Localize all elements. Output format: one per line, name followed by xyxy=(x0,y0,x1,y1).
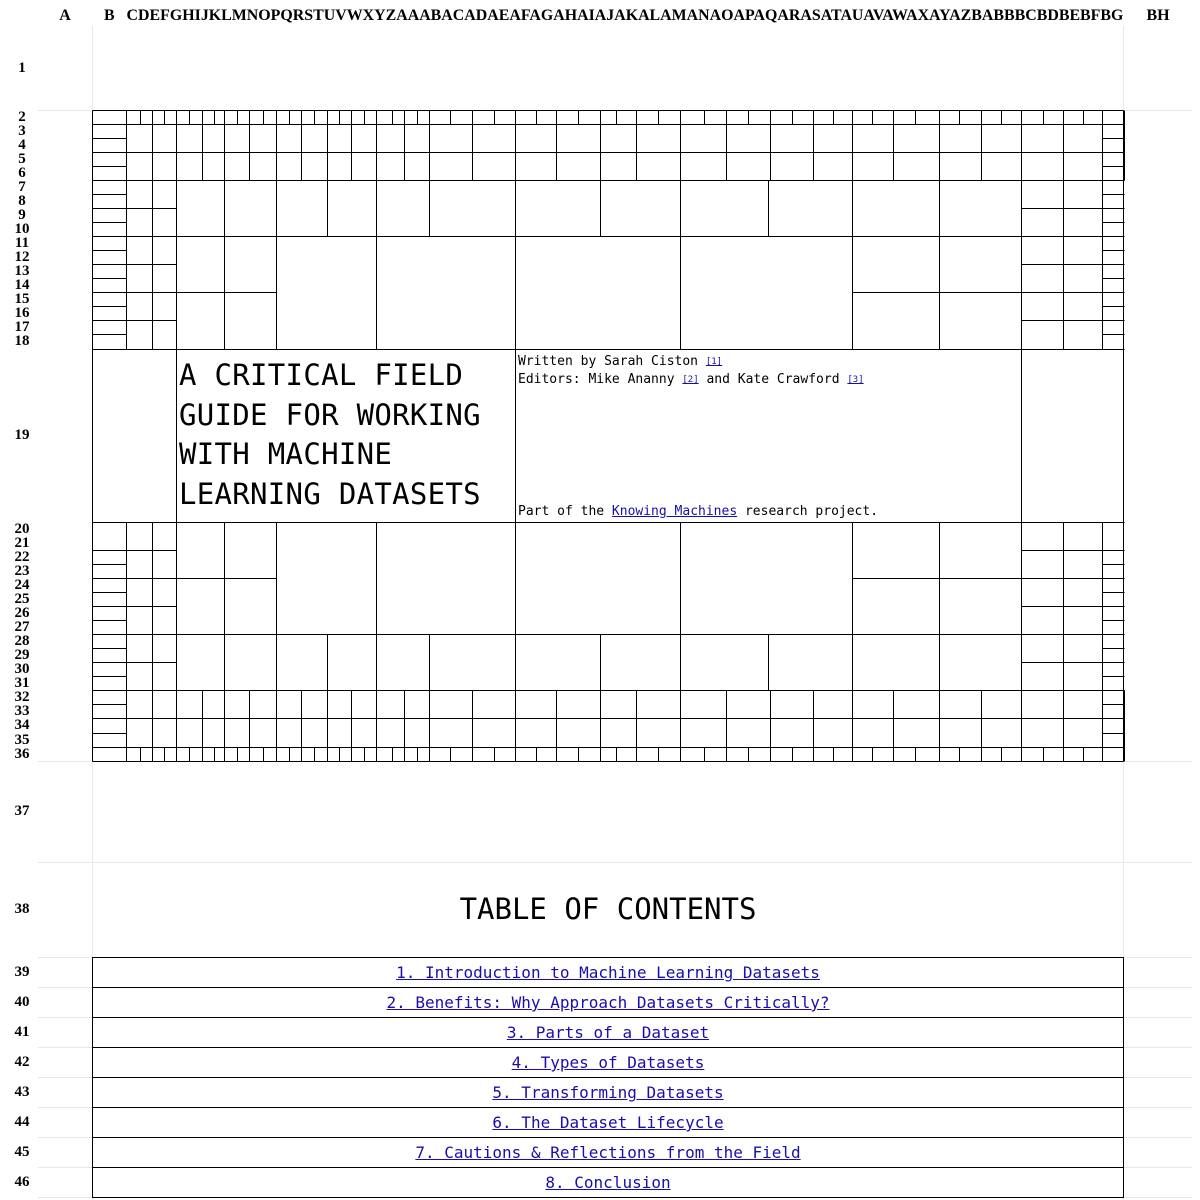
column-header-as[interactable]: AS xyxy=(800,7,821,24)
column-header-s[interactable]: S xyxy=(304,7,314,24)
row-header-6[interactable]: 6 xyxy=(18,165,26,181)
row-header-46[interactable]: 46 xyxy=(14,1174,30,1190)
column-header-af[interactable]: AF xyxy=(509,7,530,24)
column-header-l[interactable]: L xyxy=(221,7,232,24)
toc-row xyxy=(92,987,1124,1018)
editors-and-text: and Kate Crawford xyxy=(698,372,848,387)
row-header-10[interactable]: 10 xyxy=(14,221,30,237)
column-header-d[interactable]: D xyxy=(138,7,150,24)
column-header-ad[interactable]: AD xyxy=(464,7,488,24)
column-header-am[interactable]: AM xyxy=(660,7,687,24)
project-line xyxy=(518,503,878,520)
column-header-u[interactable]: U xyxy=(323,7,336,24)
column-header-at[interactable]: AT xyxy=(820,7,841,24)
column-header-bd[interactable]: BD xyxy=(1036,7,1059,24)
toc-link-7[interactable]: 7. Cautions & Reflections from the Field xyxy=(415,1143,801,1162)
row-header-41[interactable]: 41 xyxy=(14,1024,30,1040)
row-header-24[interactable]: 24 xyxy=(14,577,30,593)
column-header-w[interactable]: W xyxy=(346,7,363,24)
column-header-ae[interactable]: AE xyxy=(487,7,510,24)
row-header-33[interactable]: 33 xyxy=(14,703,30,719)
toc-row xyxy=(92,1017,1124,1048)
editors-line xyxy=(518,371,1021,389)
row-header-4[interactable]: 4 xyxy=(18,137,26,153)
column-header-ai[interactable]: AI xyxy=(577,7,595,24)
row-header-45[interactable]: 45 xyxy=(14,1144,30,1160)
column-header-ba[interactable]: BA xyxy=(971,7,994,24)
column-header-be[interactable]: BE xyxy=(1058,7,1081,24)
row-header-31[interactable]: 31 xyxy=(14,675,30,691)
row-header-26[interactable]: 26 xyxy=(14,605,30,621)
column-header-bc[interactable]: BC xyxy=(1014,7,1037,24)
row-header-35[interactable]: 35 xyxy=(14,732,30,748)
credits-cell xyxy=(516,350,1021,522)
row-header-20[interactable]: 20 xyxy=(14,521,30,537)
column-header-ab[interactable]: AB xyxy=(419,7,442,24)
column-header-ak[interactable]: AK xyxy=(614,7,639,24)
column-header-ax[interactable]: AX xyxy=(906,7,930,24)
column-header-c[interactable]: C xyxy=(126,7,139,24)
author-line xyxy=(518,353,1021,371)
row-header-8[interactable]: 8 xyxy=(18,193,26,209)
row-header-19[interactable]: 19 xyxy=(14,427,30,443)
column-header-t[interactable]: T xyxy=(313,7,324,24)
author-text: Written by Sarah Ciston xyxy=(518,354,706,369)
column-header-ao[interactable]: AO xyxy=(709,7,734,24)
row-header-25[interactable]: 25 xyxy=(14,591,30,607)
column-header-bb[interactable]: BB xyxy=(993,7,1015,24)
row-header-39[interactable]: 39 xyxy=(14,964,30,980)
column-header-aj[interactable]: AJ xyxy=(594,7,615,24)
column-header-o[interactable]: O xyxy=(258,7,271,24)
column-header-y[interactable]: Y xyxy=(374,7,386,24)
toc-link-2[interactable]: 2. Benefits: Why Approach Datasets Critically? xyxy=(386,993,830,1012)
column-header-p[interactable]: P xyxy=(270,7,281,24)
row-header-18[interactable]: 18 xyxy=(14,333,30,349)
row-header-7[interactable]: 7 xyxy=(18,179,26,195)
toc-link-5[interactable]: 5. Transforming Datasets xyxy=(492,1083,724,1102)
row-header-17[interactable]: 17 xyxy=(14,319,30,335)
column-header-ay[interactable]: AY xyxy=(929,7,950,24)
row-header-43[interactable]: 43 xyxy=(14,1084,30,1100)
column-header-j[interactable]: J xyxy=(200,7,209,24)
column-header-az[interactable]: AZ xyxy=(949,7,972,24)
column-header-ac[interactable]: AC xyxy=(441,7,465,24)
row-header-23[interactable]: 23 xyxy=(14,563,30,579)
toc-row xyxy=(92,957,1124,988)
column-header-bf[interactable]: BF xyxy=(1080,7,1101,24)
column-header-a[interactable]: A xyxy=(59,7,71,24)
column-header-g[interactable]: G xyxy=(169,7,183,24)
editors-text: Editors: Mike Ananny xyxy=(518,372,683,387)
column-header-r[interactable]: R xyxy=(292,7,305,24)
column-header-bh[interactable]: BH xyxy=(1146,7,1170,24)
toc-row xyxy=(92,1047,1124,1078)
column-header-al[interactable]: AL xyxy=(638,7,661,24)
column-header-z[interactable]: Z xyxy=(385,7,397,24)
toc-link-3[interactable]: 3. Parts of a Dataset xyxy=(506,1023,710,1042)
row-header-44[interactable]: 44 xyxy=(14,1114,30,1130)
toc-heading: TABLE OF CONTENTS xyxy=(459,892,757,926)
row-header-29[interactable]: 29 xyxy=(14,647,30,663)
row-header-42[interactable]: 42 xyxy=(14,1054,30,1070)
column-header-x[interactable]: X xyxy=(362,7,375,24)
column-header-h[interactable]: H xyxy=(182,7,195,24)
row-header-32[interactable]: 32 xyxy=(14,689,30,705)
row-header-5[interactable]: 5 xyxy=(18,151,26,167)
column-header-ag[interactable]: AG xyxy=(529,7,554,24)
project-prefix: Part of the xyxy=(518,504,612,519)
row-header-11[interactable]: 11 xyxy=(14,235,30,251)
project-suffix: research project. xyxy=(737,504,879,519)
column-header-b[interactable]: B xyxy=(104,7,115,24)
column-header-i[interactable]: I xyxy=(194,7,201,24)
toc-row xyxy=(92,1137,1124,1168)
column-header-an[interactable]: AN xyxy=(686,7,710,24)
column-header-m[interactable]: M xyxy=(231,7,247,24)
row-header-12[interactable]: 12 xyxy=(14,249,30,265)
column-header-au[interactable]: AU xyxy=(840,7,864,24)
column-header-k[interactable]: K xyxy=(208,7,222,24)
column-header-e[interactable]: E xyxy=(149,7,161,24)
row-header-21[interactable]: 21 xyxy=(14,535,30,551)
row-header-38[interactable]: 38 xyxy=(14,901,30,917)
row-header-40[interactable]: 40 xyxy=(14,994,30,1010)
row-header-14[interactable]: 14 xyxy=(14,277,30,293)
toc-row xyxy=(92,1107,1124,1138)
row-header-36[interactable]: 36 xyxy=(14,746,30,762)
row-header-16[interactable]: 16 xyxy=(14,305,30,321)
guide-title: A CRITICAL FIELD GUIDE FOR WORKING WITH MACHINE LEARNING DATASETS xyxy=(179,358,481,511)
toc-link-4[interactable]: 4. Types of Datasets xyxy=(511,1053,705,1072)
toc-row xyxy=(92,1167,1124,1198)
toc-link-6[interactable]: 6. The Dataset Lifecycle xyxy=(492,1113,724,1132)
column-header-n[interactable]: N xyxy=(246,7,259,24)
column-header-q[interactable]: Q xyxy=(280,7,293,24)
knowing-machines-link[interactable]: Knowing Machines xyxy=(611,504,738,519)
toc-link-1[interactable]: 1. Introduction to Machine Learning Datasets xyxy=(396,963,820,982)
row-header-1[interactable]: 1 xyxy=(18,60,26,76)
column-header-ar[interactable]: AR xyxy=(777,7,801,24)
column-header-v[interactable]: V xyxy=(335,7,347,24)
column-header-ah[interactable]: AH xyxy=(553,7,578,24)
column-header-aa[interactable]: AA xyxy=(396,7,420,24)
column-header-ap[interactable]: AP xyxy=(733,7,754,24)
footnote-2-link[interactable]: [2] xyxy=(682,375,699,385)
row-header-30[interactable]: 30 xyxy=(14,661,30,677)
column-header-aw[interactable]: AW xyxy=(882,7,907,24)
row-header-34[interactable]: 34 xyxy=(14,717,30,733)
column-header-av[interactable]: AV xyxy=(863,7,883,24)
row-header-9[interactable]: 9 xyxy=(18,207,26,223)
row-header-2[interactable]: 2 xyxy=(18,109,26,125)
footnote-3-link[interactable]: [3] xyxy=(847,375,864,385)
toc-link-8[interactable]: 8. Conclusion xyxy=(545,1173,671,1192)
row-header-37[interactable]: 37 xyxy=(14,803,30,819)
toc-row xyxy=(92,1077,1124,1108)
row-header-27[interactable]: 27 xyxy=(14,619,30,635)
row-header-13[interactable]: 13 xyxy=(14,263,30,279)
row-header-22[interactable]: 22 xyxy=(14,549,30,565)
column-header-f[interactable]: F xyxy=(160,7,170,24)
row-header-28[interactable]: 28 xyxy=(14,633,30,649)
column-header-bg[interactable]: BG xyxy=(1100,7,1124,24)
row-header-15[interactable]: 15 xyxy=(14,291,30,307)
row-header-3[interactable]: 3 xyxy=(18,123,26,139)
footnote-1-link[interactable]: [1] xyxy=(705,357,723,367)
column-header-aq[interactable]: AQ xyxy=(753,7,778,24)
